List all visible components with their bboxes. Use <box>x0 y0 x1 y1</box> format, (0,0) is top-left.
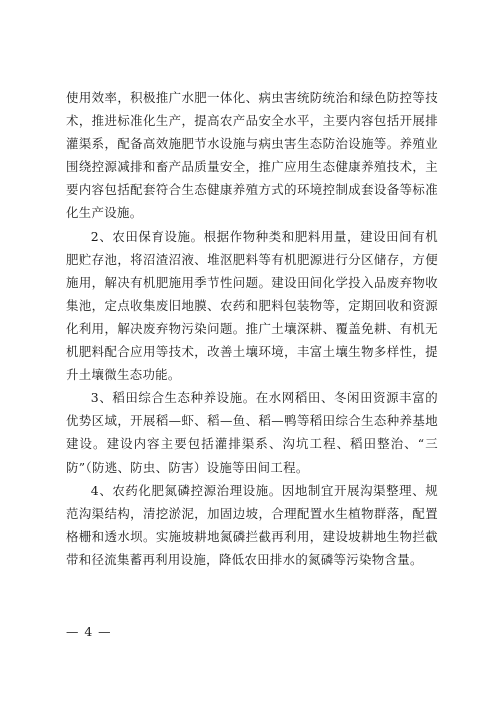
paragraph-nitrogen-phosphorus-control: 4、农药化肥氮磷控源治理设施。因地制宜开展沟渠整理、规范沟渠结构，清挖淤泥，加固边坡，合理配置水生植物群落，配置格栅和透水坝。实施坡耕地氮磷拦截再利用，建设坡耕地生物拦截带和径流集蓄再利用设施，降低农田排水的氮磷等污染物含量。 <box>66 482 438 567</box>
document-body <box>66 86 438 571</box>
page-number: — 4 — <box>66 624 112 639</box>
paragraph-continuation: 使用效率，积极推广水肥一体化、病虫害统防统治和绿色防控等技术，推进标准化生产，提高农产品安全水平，主要内容包括开展排灌渠系，配备高效施肥节水设施与病虫害生态防治设施等。养殖业围绕控源减排和畜产品质量安全，推广应用生态健康养殖技术，主要内容包括配套符合生态健康养殖方式的环境控制成套设备等标准化生产设施。 <box>66 90 438 221</box>
paragraph-rice-field-ecology: 3、稻田综合生态种养设施。在水网稻田、冬闲田资源丰富的优势区域，开展稻—虾、稻—鱼、稻—鸭等稻田综合生态种养基地建设。建设内容主要包括灌排渠系、沟坑工程、稻田整治、“三防”（防逃、防虫、防害）设施等田间工程。 <box>66 390 438 475</box>
paragraph-farmland-conservation: 2、农田保育设施。根据作物种类和肥料用量，建设田间有机肥贮存池，将沼渣沼液、堆沤肥料等有机肥源进行分区储存，方便施用，解决有机肥施用季节性问题。建设田间化学投入品废弃物收集池，定点收集废旧地膜、农药和肥料包装物等，定期回收和资源化利用，解决废弃物污染问题。推广土壤深耕、覆盖免耕、有机无机肥料配合应用等技术，改善土壤环境，丰富土壤生物多样性，提升土壤微生态功能。 <box>66 228 438 383</box>
